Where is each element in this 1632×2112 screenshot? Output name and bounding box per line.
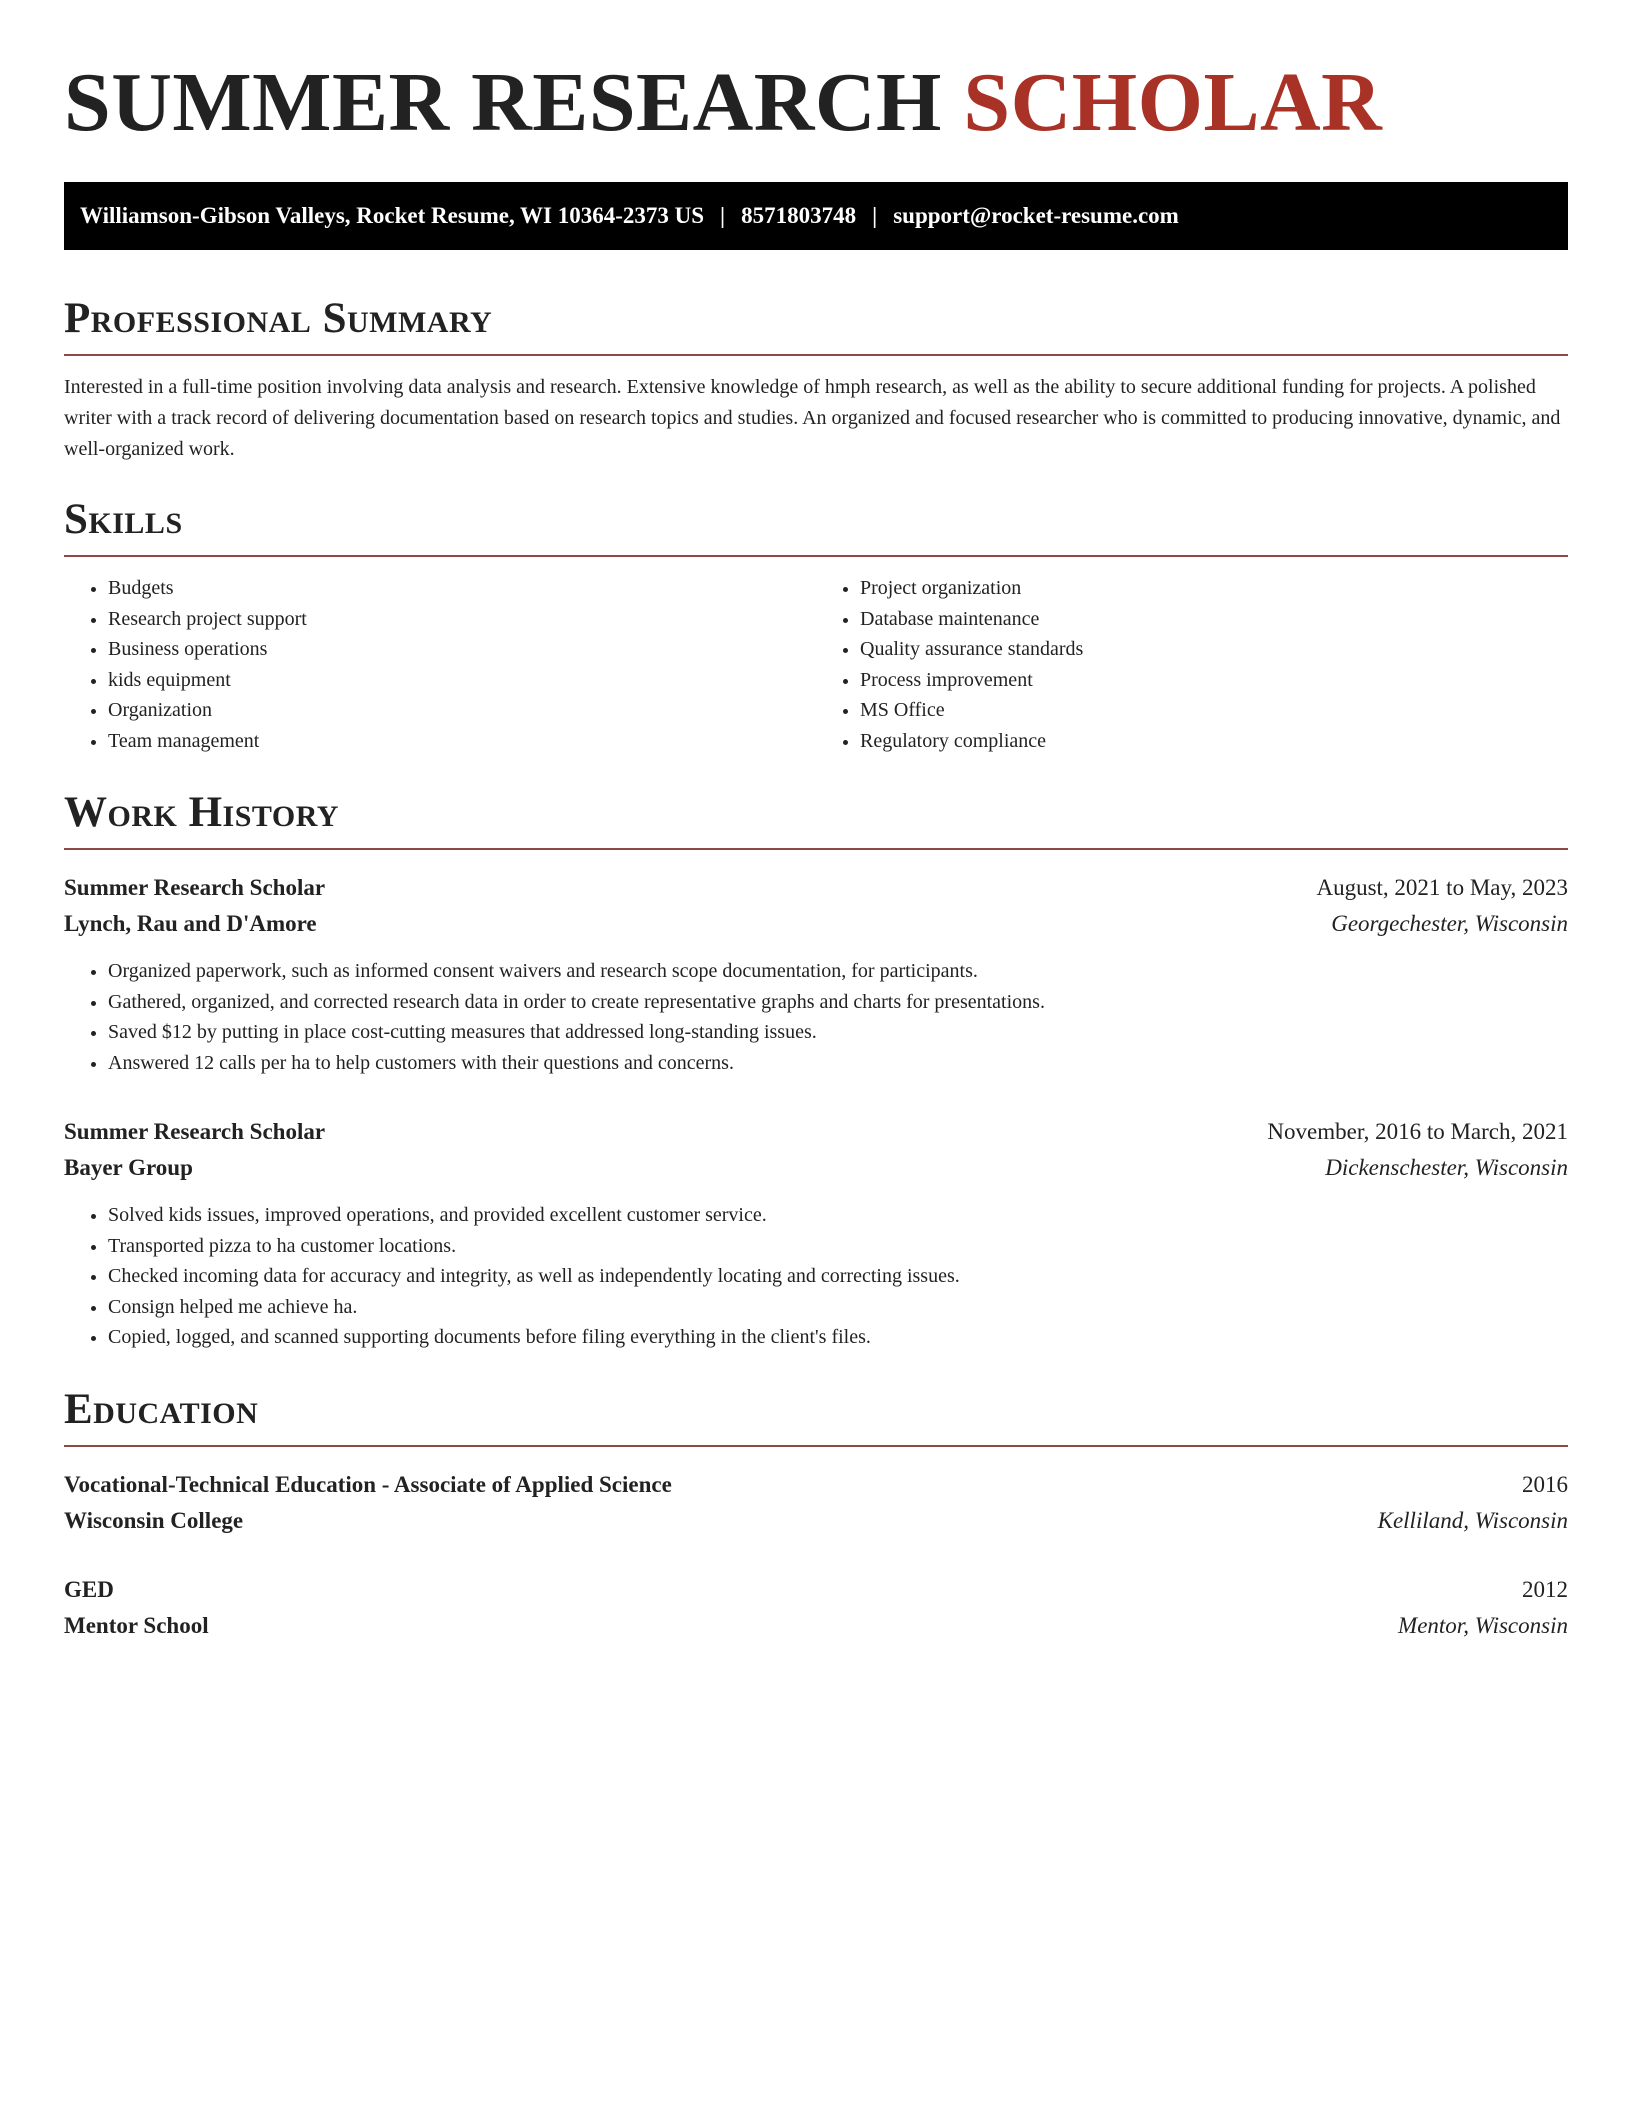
education-degree: Vocational-Technical Education - Associate of Applied Science bbox=[64, 1471, 672, 1497]
job-entry bbox=[64, 870, 1568, 1078]
job-bullet: • Consign helped me achieve ha. bbox=[108, 1292, 1568, 1323]
job-bullet: • Checked incoming data for accuracy and integrity, as well as independently locating and correcting issues. bbox=[108, 1261, 1568, 1292]
skill-item: • Quality assurance standards bbox=[860, 634, 1568, 665]
skills-heading: Skills bbox=[64, 496, 183, 543]
job-bullet: • Transported pizza to ha customer locations. bbox=[108, 1231, 1568, 1262]
job-company-row bbox=[64, 906, 1568, 942]
job-location: Dickenschester, Wisconsin bbox=[1325, 1155, 1568, 1180]
education-section bbox=[64, 1385, 1568, 1644]
education-school: Wisconsin College bbox=[64, 1507, 244, 1533]
job-dates: November, 2016 to March, 2021 bbox=[1267, 1119, 1568, 1144]
job-header-row bbox=[64, 870, 1568, 906]
skill-item: • Process improvement bbox=[860, 665, 1568, 696]
skills-columns bbox=[64, 573, 1568, 756]
job-bullet: • Gathered, organized, and corrected research data in order to create representative graphs and charts for presentations. bbox=[108, 987, 1568, 1018]
name-main: SUMMER RESEARCH bbox=[64, 56, 942, 149]
job-header-row bbox=[64, 1114, 1568, 1150]
education-degree: GED bbox=[64, 1576, 114, 1602]
skills-section bbox=[64, 495, 1568, 756]
skill-item: • Database maintenance bbox=[860, 604, 1568, 635]
skill-item: • MS Office bbox=[860, 695, 1568, 726]
job-title: Summer Research Scholar bbox=[64, 875, 326, 900]
education-degree-row bbox=[64, 1572, 1568, 1608]
section-divider bbox=[64, 1445, 1568, 1447]
contact-address: Williamson-Gibson Valleys, Rocket Resume, WI 10364-2373 US bbox=[80, 203, 705, 228]
job-title: Summer Research Scholar bbox=[64, 1119, 326, 1144]
skill-item: • Research project support bbox=[108, 604, 816, 635]
skills-list-right bbox=[816, 573, 1568, 756]
skills-list-left bbox=[64, 573, 816, 756]
work-history-heading: Work History bbox=[64, 789, 339, 836]
education-entry bbox=[64, 1467, 1568, 1539]
skill-item: • kids equipment bbox=[108, 665, 816, 696]
skill-item: • Budgets bbox=[108, 573, 816, 604]
contact-separator: | bbox=[872, 203, 878, 228]
section-divider bbox=[64, 354, 1568, 356]
job-bullet: • Organized paperwork, such as informed consent waivers and research scope documentation, for participants. bbox=[108, 956, 1568, 987]
education-school-row bbox=[64, 1503, 1568, 1539]
education-year: 2012 bbox=[1522, 1576, 1568, 1602]
contact-phone: 8571803748 bbox=[741, 203, 857, 228]
skill-item: • Regulatory compliance bbox=[860, 726, 1568, 757]
section-divider bbox=[64, 848, 1568, 850]
job-entry bbox=[64, 1114, 1568, 1353]
job-dates: August, 2021 to May, 2023 bbox=[1316, 875, 1568, 900]
job-location: Georgechester, Wisconsin bbox=[1331, 911, 1568, 936]
job-bullets bbox=[64, 956, 1568, 1078]
job-company: Lynch, Rau and D'Amore bbox=[64, 911, 317, 936]
education-location: Kelliland, Wisconsin bbox=[1377, 1507, 1568, 1533]
work-history-section bbox=[64, 788, 1568, 1353]
contact-email: support@rocket-resume.com bbox=[893, 203, 1179, 228]
education-school-row bbox=[64, 1608, 1568, 1644]
education-location: Mentor, Wisconsin bbox=[1398, 1612, 1568, 1638]
section-divider bbox=[64, 555, 1568, 557]
summary-text: Interested in a full-time position involving data analysis and research. Extensive knowledge of hmph research, as well as the ability to secure additional funding for projects. A polished writer with a track record of delivering documentation based on research topics and studies. An organized and focused researcher who is committed to producing innovative, dynamic, and well-organized work. bbox=[64, 376, 1561, 460]
skill-item: • Project organization bbox=[860, 573, 1568, 604]
contact-separator: | bbox=[720, 203, 726, 228]
skill-item: • Organization bbox=[108, 695, 816, 726]
summary-heading: Professional Summary bbox=[64, 295, 493, 342]
name-accent: SCHOLAR bbox=[963, 56, 1383, 149]
education-heading: Education bbox=[64, 1385, 259, 1433]
job-company-row bbox=[64, 1150, 1568, 1186]
education-school: Mentor School bbox=[64, 1612, 209, 1638]
job-bullet: • Copied, logged, and scanned supporting documents before filing everything in the client's files. bbox=[108, 1322, 1568, 1353]
job-bullets bbox=[64, 1200, 1568, 1353]
education-entry bbox=[64, 1572, 1568, 1644]
skill-item: • Business operations bbox=[108, 634, 816, 665]
candidate-name bbox=[64, 0, 1568, 148]
job-bullet: • Answered 12 calls per ha to help customers with their questions and concerns. bbox=[108, 1048, 1568, 1079]
summary-section bbox=[64, 294, 1568, 465]
contact-bar bbox=[64, 182, 1568, 250]
job-bullet: • Solved kids issues, improved operations, and provided excellent customer service. bbox=[108, 1200, 1568, 1231]
skill-item: • Team management bbox=[108, 726, 816, 757]
job-company: Bayer Group bbox=[64, 1155, 193, 1180]
education-year: 2016 bbox=[1522, 1471, 1568, 1497]
job-bullet: • Saved $12 by putting in place cost-cutting measures that addressed long-standing issues. bbox=[108, 1017, 1568, 1048]
education-degree-row bbox=[64, 1467, 1568, 1503]
